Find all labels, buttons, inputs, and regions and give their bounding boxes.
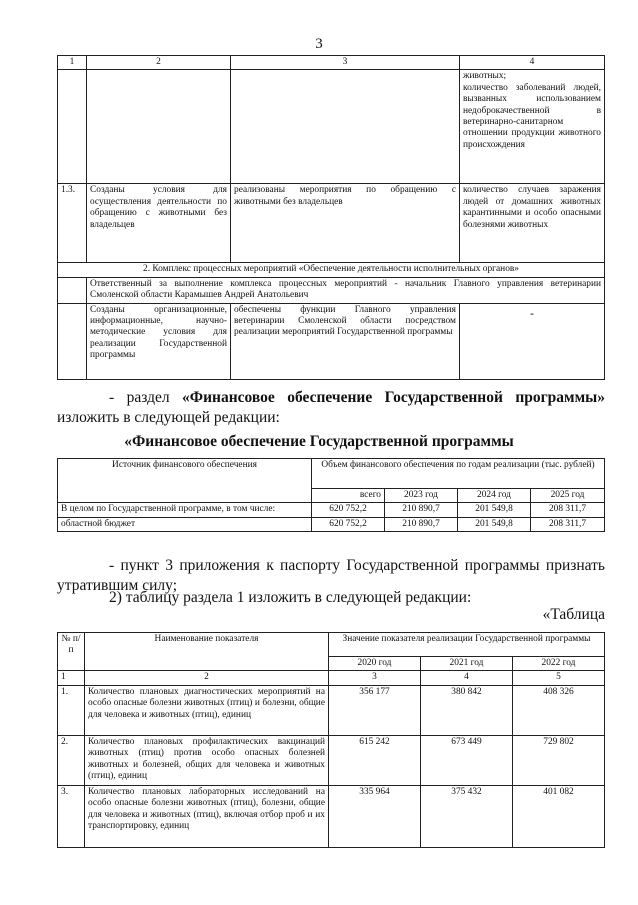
table-cell: 208 311,7: [531, 503, 605, 517]
table-header-row: [58, 56, 605, 70]
table-cell: 201 549,8: [458, 503, 531, 517]
amendment-paragraph: 2) таблицу раздела 1 изложить в следующей редакции:: [109, 589, 472, 606]
column-header: Объем финансового обеспечения по годам реализации (тыс. рублей): [312, 459, 605, 489]
column-header: 2021 год: [421, 657, 513, 671]
table-caption: «Таблица: [542, 606, 605, 623]
table-cell: 335 964: [329, 785, 421, 847]
task-cell: Созданы условия для осуществления деятельности по обращению с животными без владельцев: [87, 184, 231, 263]
table-cell: 620 752,2: [312, 503, 385, 517]
table-cell: 356 177: [329, 685, 421, 735]
column-index: 4: [421, 671, 513, 685]
row-number: 2.: [58, 735, 85, 785]
column-header: № п/п: [58, 633, 85, 671]
indicator-cell: -: [460, 303, 605, 379]
column-header: всего: [312, 489, 385, 503]
row-number: 1.3.: [58, 184, 87, 263]
table-cell: 201 549,8: [458, 517, 531, 531]
table-cell: 620 752,2: [312, 517, 385, 531]
table-cell: 208 311,7: [531, 517, 605, 531]
row-number: 3.: [58, 785, 85, 847]
responsible-text: Ответственный за выполнение комплекса процессных мероприятий - начальник Главного управления ветеринарии Смоленской области Карамышев Андрей Анатольевич: [87, 277, 605, 303]
measures-table: [57, 55, 605, 380]
table-cell: [58, 70, 87, 184]
section-row: [58, 263, 605, 277]
table-row: [58, 735, 605, 785]
table-header-row: [58, 459, 605, 489]
column-index: 5: [513, 671, 605, 685]
column-index: 1: [58, 56, 87, 70]
table-row: [58, 70, 605, 184]
table-row: [58, 184, 605, 263]
table-row: [58, 517, 605, 531]
column-index: 2: [85, 671, 329, 685]
row-label: В целом по Государственной программе, в том числе:: [58, 503, 312, 517]
column-index: 4: [460, 56, 605, 70]
table-cell: 380 842: [421, 685, 513, 735]
table-cell: 615 242: [329, 735, 421, 785]
indicator-name: Количество плановых профилактических вакцинаций животных (птиц) против особо опасных болезней животных и болезней, общих для человека и животных (птиц), единиц: [85, 735, 329, 785]
table-cell: 729 802: [513, 735, 605, 785]
column-header: 2024 год: [458, 489, 531, 503]
page-number: 3: [315, 36, 323, 52]
responsible-row: [58, 277, 605, 303]
table-cell: [58, 303, 87, 379]
row-label: областной бюджет: [58, 517, 312, 531]
task-cell: Созданы организационные, информационные, научно-методические условия для реализации Государственной программы: [87, 303, 231, 379]
table-row: [58, 303, 605, 379]
table-cell: 673 449: [421, 735, 513, 785]
indicator-cell: количество случаев заражения людей от домашних животных карантинными и особо опасными болезнями животных: [460, 184, 605, 263]
table-row: [58, 503, 605, 517]
indicators-table: [57, 632, 605, 848]
table-row: [58, 785, 605, 847]
column-header: Значение показателя реализации Государственной программы: [329, 633, 605, 657]
indicator-name: Количество плановых диагностических мероприятий на особо опасные болезни животных (птиц) и болезни, общие для человека и животных (птиц), единиц: [85, 685, 329, 735]
section-title: 2. Комплекс процессных мероприятий «Обеспечение деятельности исполнительных органов»: [58, 263, 605, 277]
table-cell: 408 326: [513, 685, 605, 735]
indicator-cell: животных; количество заболеваний людей, вызванных использованием недоброкачественной в ветеринарно-санитарном отношении продукции животного происхождения: [460, 70, 605, 184]
table-cell: [231, 70, 460, 184]
table-cell: 401 082: [513, 785, 605, 847]
row-number: 1.: [58, 685, 85, 735]
column-index: 3: [329, 671, 421, 685]
table-cell: [58, 277, 87, 303]
table-index-row: [58, 671, 605, 685]
table-cell: [87, 70, 231, 184]
column-index: 3: [231, 56, 460, 70]
amendment-paragraph: - пункт 3 приложения к паспорту Государственной программы признать утратившим силу;: [57, 557, 605, 594]
effect-cell: реализованы мероприятия по обращению с животными без владельцев: [231, 184, 460, 263]
amendment-paragraph: - раздел «Финансовое обеспечение Государственной программы» изложить в следующей редакции:: [57, 389, 605, 426]
table-cell: 375 432: [421, 785, 513, 847]
table-cell: 210 890,7: [385, 517, 458, 531]
column-index: 2: [87, 56, 231, 70]
table-header-row: [58, 633, 605, 657]
section-heading: «Финансовое обеспечение Государственной программы: [124, 433, 514, 450]
column-header: Источник финансового обеспечения: [58, 459, 312, 503]
indicator-name: Количество плановых лабораторных исследований на особо опасные болезни животных (птиц), болезни, общие для человека и животных (птиц), включая отбор проб и их транспортировку, единиц: [85, 785, 329, 847]
effect-cell: обеспечены функции Главного управления ветеринарии Смоленской области посредством реализации мероприятий Государственной программы: [231, 303, 460, 379]
column-header: Наименование показателя: [85, 633, 329, 671]
column-index: 1: [58, 671, 85, 685]
column-header: 2020 год: [329, 657, 421, 671]
table-cell: 210 890,7: [385, 503, 458, 517]
column-header: 2023 год: [385, 489, 458, 503]
column-header: 2022 год: [513, 657, 605, 671]
finance-table: [57, 458, 605, 532]
column-header: 2025 год: [531, 489, 605, 503]
table-row: [58, 685, 605, 735]
